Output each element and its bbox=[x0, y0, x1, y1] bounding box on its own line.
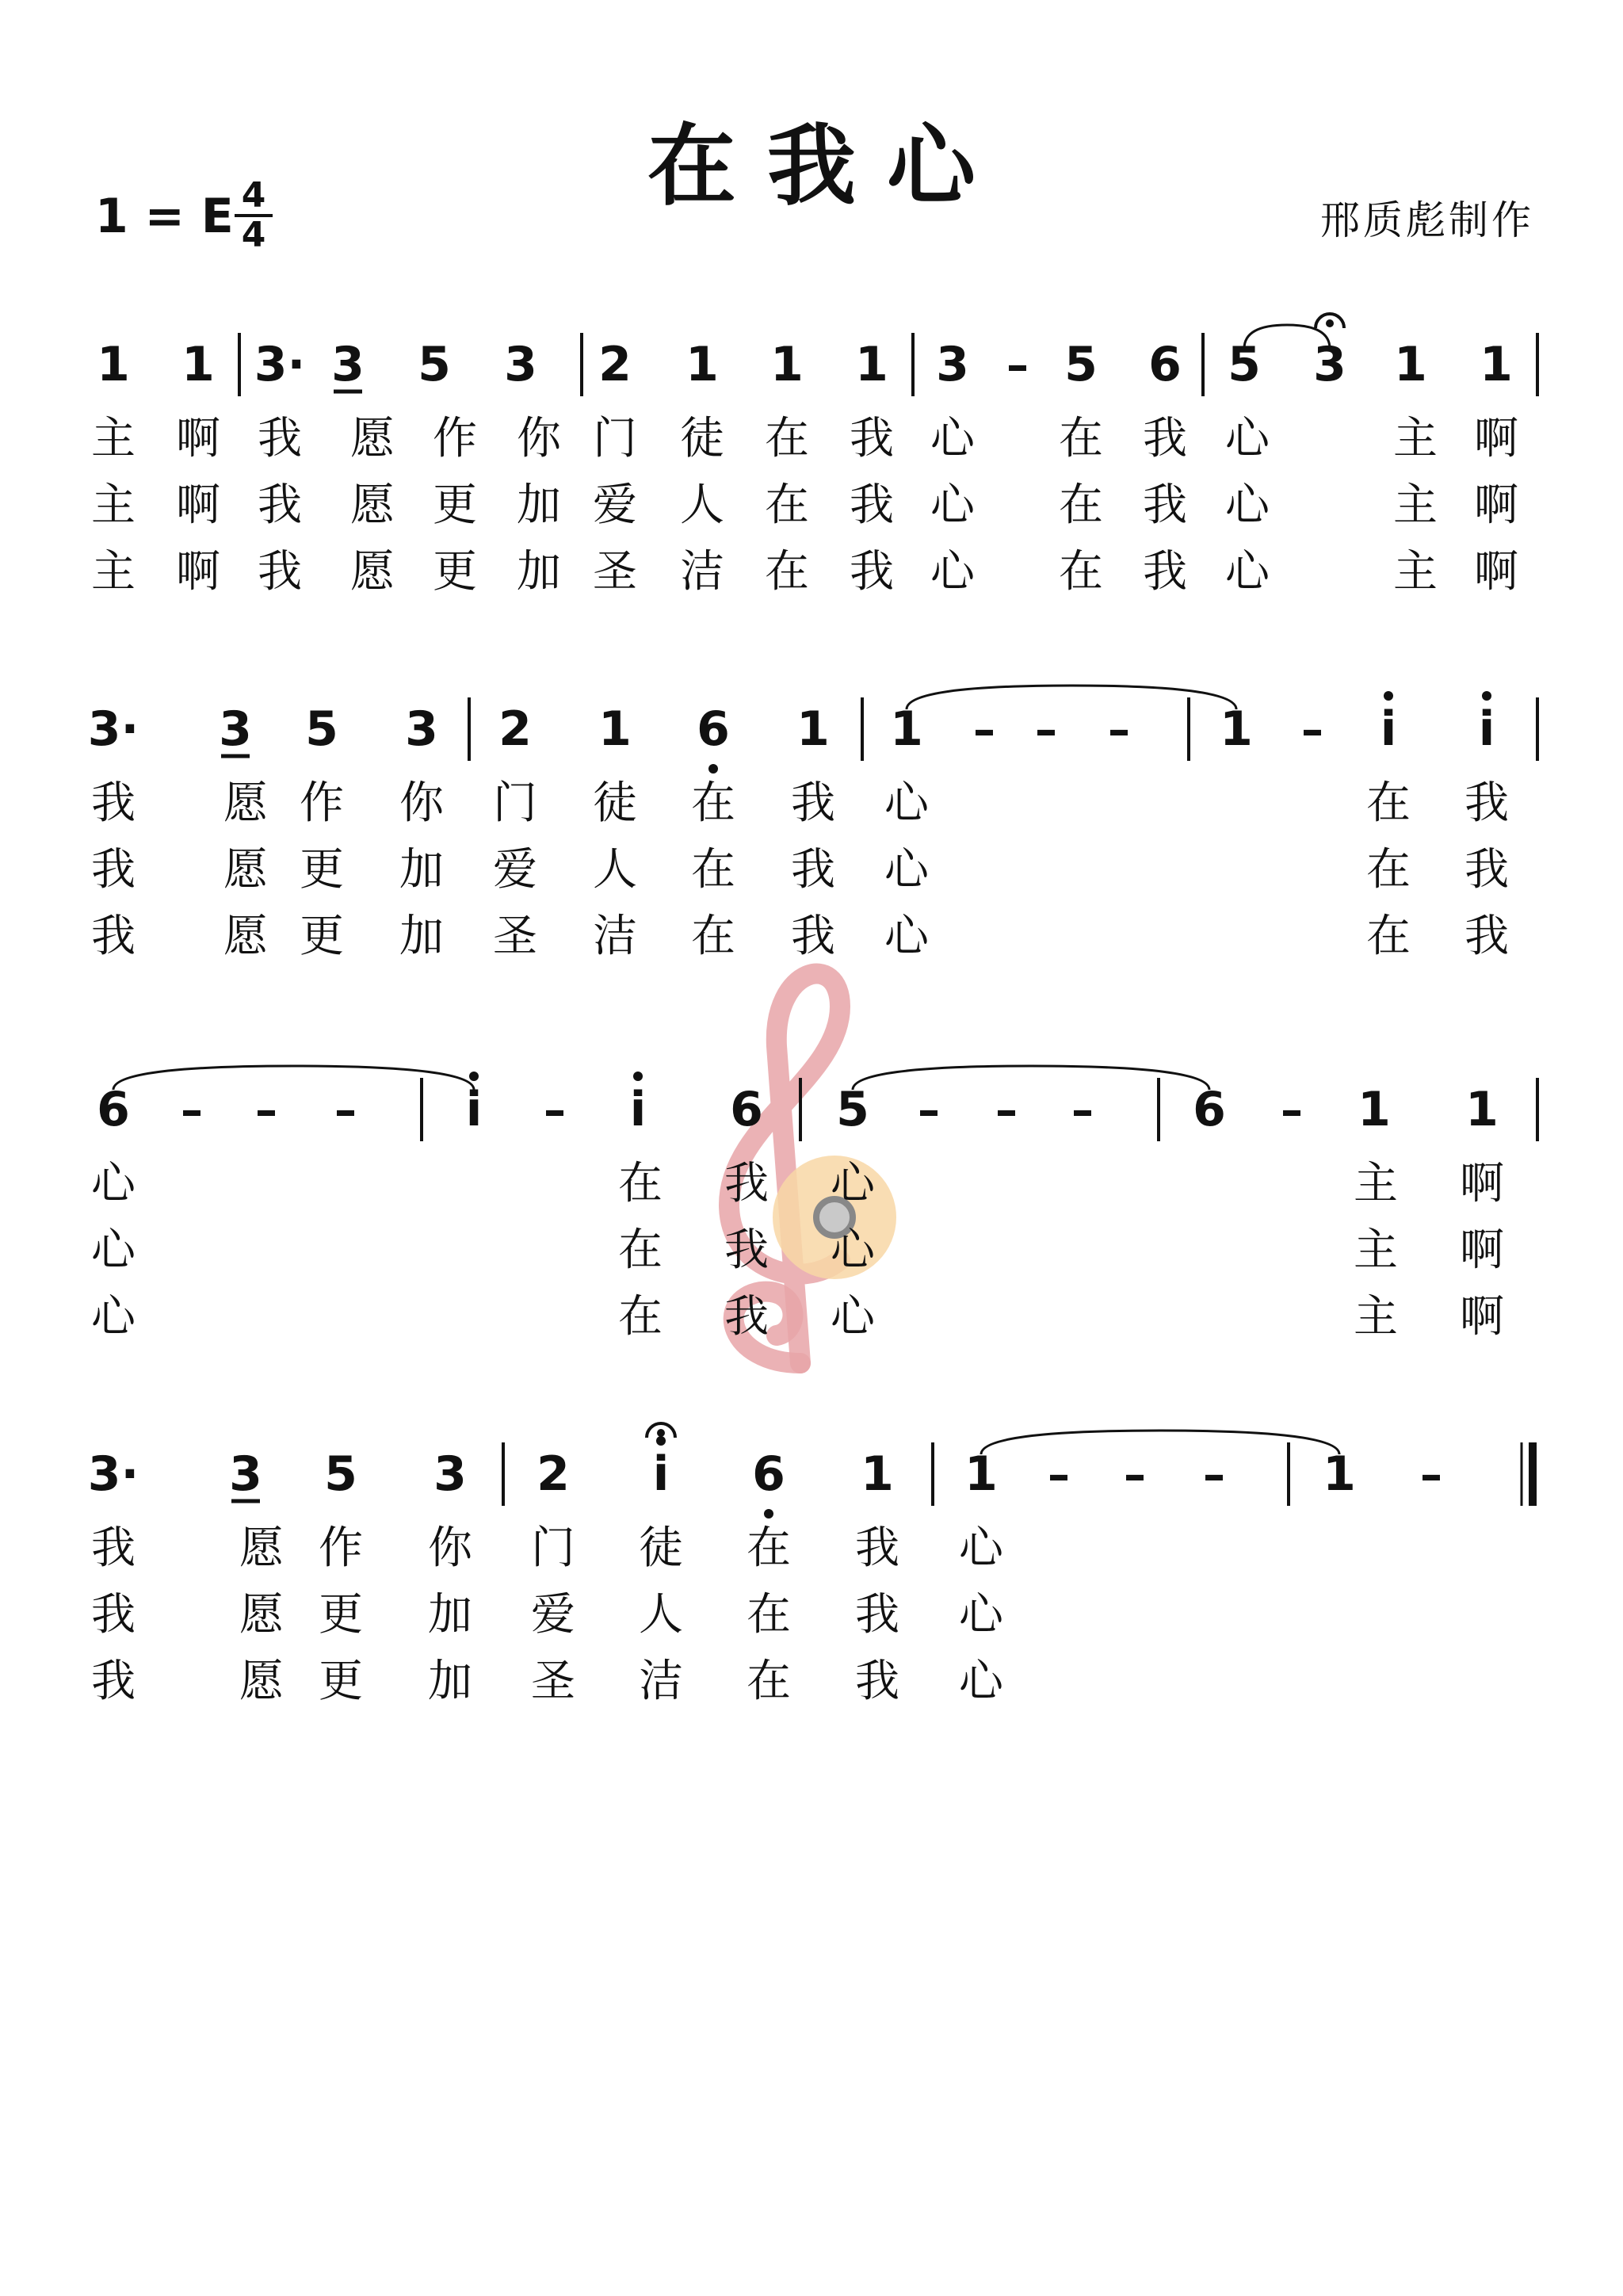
hold-dash: – bbox=[544, 1085, 566, 1137]
note: 1 bbox=[1358, 1082, 1391, 1137]
note: 6 bbox=[730, 1082, 763, 1137]
lyric-char: 门 bbox=[593, 413, 637, 464]
lyric-char: 加 bbox=[517, 479, 561, 531]
hold-dash: – bbox=[1124, 1450, 1146, 1501]
hold-dash: – bbox=[973, 705, 995, 756]
lyric-char: 愿 bbox=[223, 844, 268, 896]
note: 1 bbox=[770, 337, 804, 392]
high-octave-dot bbox=[656, 1436, 666, 1446]
note: 1 bbox=[861, 1446, 894, 1502]
lyric-char: 心 bbox=[1225, 413, 1270, 464]
arranger-credit: 邢质彪制作 bbox=[1320, 197, 1534, 243]
note: 3 bbox=[229, 1446, 262, 1502]
hold-dash: – bbox=[918, 1085, 940, 1137]
lyric-char: 心 bbox=[831, 1224, 875, 1276]
lyric-char: 加 bbox=[399, 911, 444, 962]
low-octave-dot bbox=[708, 764, 718, 774]
lyric-char: 我 bbox=[258, 546, 302, 598]
key-signature: 1 = E bbox=[95, 189, 234, 244]
lyric-char: 我 bbox=[724, 1158, 769, 1209]
lyric-char: 愿 bbox=[350, 546, 395, 598]
note: 5 bbox=[305, 701, 338, 757]
lyric-char: 主 bbox=[1354, 1224, 1398, 1276]
lyric-char: 我 bbox=[855, 1522, 899, 1574]
lyric-char: 心 bbox=[959, 1522, 1003, 1574]
lyric-char: 你 bbox=[517, 413, 561, 464]
lyric-char: 在 bbox=[765, 546, 809, 598]
lyric-char: 作 bbox=[319, 1522, 363, 1574]
lyric-char: 我 bbox=[1465, 911, 1509, 962]
lyric-char: 更 bbox=[319, 1589, 363, 1641]
note: 5 bbox=[418, 337, 451, 392]
lyric-char: 在 bbox=[1059, 479, 1103, 531]
hold-dash: – bbox=[1006, 340, 1029, 392]
lyric-char: 我 bbox=[855, 1589, 899, 1641]
lyric-char: 我 bbox=[91, 1522, 136, 1574]
lyric-char: 心 bbox=[831, 1291, 875, 1343]
note: 1 bbox=[1465, 1082, 1499, 1137]
high-octave-dot bbox=[1482, 691, 1491, 701]
lyric-char: 愿 bbox=[350, 413, 395, 464]
lyric-char: 作 bbox=[433, 413, 477, 464]
lyric-char: 啊 bbox=[1474, 413, 1518, 464]
note: 3· bbox=[87, 701, 139, 757]
lyric-char: 在 bbox=[1059, 413, 1103, 464]
lyric-char: 愿 bbox=[239, 1656, 284, 1707]
low-octave-dot bbox=[764, 1509, 773, 1519]
note: 2 bbox=[537, 1446, 570, 1502]
meter-bottom: 4 bbox=[241, 215, 266, 255]
lyric-char: 心 bbox=[91, 1291, 136, 1343]
note: 3 bbox=[405, 701, 438, 757]
note: i bbox=[629, 1082, 647, 1137]
lyric-char: 作 bbox=[300, 777, 344, 829]
hold-dash: – bbox=[1048, 1450, 1070, 1501]
lyric-char: 啊 bbox=[1474, 546, 1518, 598]
note: 3 bbox=[219, 701, 252, 757]
lyric-char: 我 bbox=[1143, 413, 1187, 464]
lyric-char: 啊 bbox=[176, 546, 220, 598]
hold-dash: – bbox=[334, 1085, 357, 1137]
lyric-char: 在 bbox=[765, 479, 809, 531]
lyric-char: 我 bbox=[1143, 479, 1187, 531]
note: 5 bbox=[1228, 337, 1261, 392]
lyric-char: 主 bbox=[1393, 413, 1438, 464]
lyric-char: 我 bbox=[791, 844, 835, 896]
lyric-char: 在 bbox=[691, 911, 735, 962]
hold-dash: – bbox=[181, 1085, 203, 1137]
lyric-char: 我 bbox=[855, 1656, 899, 1707]
lyric-char: 在 bbox=[618, 1224, 663, 1276]
note: 1 bbox=[685, 337, 719, 392]
lyric-char: 我 bbox=[1143, 546, 1187, 598]
lyric-char: 我 bbox=[91, 1656, 136, 1707]
lyric-char: 我 bbox=[850, 479, 894, 531]
note: 1 bbox=[1323, 1446, 1356, 1502]
lyric-char: 主 bbox=[91, 479, 136, 531]
lyric-char: 主 bbox=[1354, 1291, 1398, 1343]
fermata-dot bbox=[657, 1429, 665, 1437]
lyric-char: 我 bbox=[791, 777, 835, 829]
lyric-char: 啊 bbox=[1460, 1158, 1504, 1209]
note: 1 bbox=[855, 337, 888, 392]
lyric-char: 徒 bbox=[680, 413, 724, 464]
lyric-char: 更 bbox=[319, 1656, 363, 1707]
lyric-char: 加 bbox=[428, 1589, 472, 1641]
lyric-char: 啊 bbox=[1474, 479, 1518, 531]
lyric-char: 更 bbox=[300, 844, 344, 896]
lyric-char: 心 bbox=[959, 1656, 1003, 1707]
lyric-char: 我 bbox=[724, 1291, 769, 1343]
tie-slur bbox=[981, 1431, 1339, 1454]
lyric-char: 你 bbox=[428, 1522, 472, 1574]
note: 5 bbox=[836, 1082, 869, 1137]
lyric-char: 爱 bbox=[493, 844, 537, 896]
hold-dash: – bbox=[1281, 1085, 1303, 1137]
lyric-char: 洁 bbox=[639, 1656, 683, 1707]
lyric-char: 心 bbox=[884, 777, 929, 829]
lyric-char: 在 bbox=[747, 1656, 791, 1707]
lyric-char: 更 bbox=[433, 479, 477, 531]
lyric-char: 我 bbox=[850, 546, 894, 598]
lyric-char: 愿 bbox=[239, 1589, 284, 1641]
hold-dash: – bbox=[1108, 705, 1130, 756]
lyric-char: 心 bbox=[930, 413, 975, 464]
note: 6 bbox=[752, 1446, 785, 1502]
lyric-char: 更 bbox=[433, 546, 477, 598]
note: i bbox=[1380, 701, 1397, 757]
lyric-char: 在 bbox=[691, 777, 735, 829]
note: 1 bbox=[1480, 337, 1513, 392]
lyric-char: 在 bbox=[747, 1589, 791, 1641]
lyric-char: 我 bbox=[1465, 777, 1509, 829]
lyric-char: 主 bbox=[91, 546, 136, 598]
note: 3· bbox=[254, 337, 306, 392]
lyric-char: 更 bbox=[300, 911, 344, 962]
lyric-char: 主 bbox=[91, 413, 136, 464]
lyric-char: 加 bbox=[428, 1656, 472, 1707]
tie-slur bbox=[113, 1066, 474, 1090]
hold-dash: – bbox=[1420, 1450, 1442, 1501]
lyric-char: 主 bbox=[1393, 479, 1438, 531]
lyric-char: 我 bbox=[724, 1224, 769, 1276]
lyric-char: 在 bbox=[765, 413, 809, 464]
note: 5 bbox=[324, 1446, 357, 1502]
lyric-char: 心 bbox=[1225, 479, 1270, 531]
lyric-char: 徒 bbox=[639, 1522, 683, 1574]
hold-dash: – bbox=[1071, 1085, 1094, 1137]
hold-dash: – bbox=[1301, 705, 1323, 756]
lyric-char: 啊 bbox=[176, 413, 220, 464]
lyric-char: 加 bbox=[517, 546, 561, 598]
hold-dash: – bbox=[1035, 705, 1057, 756]
lyric-char: 圣 bbox=[593, 546, 637, 598]
tie-slur bbox=[853, 1066, 1209, 1090]
lyric-char: 圣 bbox=[531, 1656, 575, 1707]
lyric-char: 门 bbox=[531, 1522, 575, 1574]
lyric-char: 心 bbox=[884, 911, 929, 962]
lyric-char: 愿 bbox=[223, 911, 268, 962]
lyric-char: 心 bbox=[831, 1158, 875, 1209]
lyric-char: 洁 bbox=[680, 546, 724, 598]
lyric-char: 心 bbox=[884, 844, 929, 896]
lyric-char: 在 bbox=[1366, 777, 1411, 829]
lyric-char: 啊 bbox=[1460, 1224, 1504, 1276]
lyric-char: 我 bbox=[91, 777, 136, 829]
note: 3 bbox=[331, 337, 365, 392]
lyric-char: 在 bbox=[1366, 844, 1411, 896]
note: i bbox=[652, 1446, 670, 1502]
lyric-char: 主 bbox=[1393, 546, 1438, 598]
lyric-char: 我 bbox=[91, 1589, 136, 1641]
lyric-char: 我 bbox=[258, 479, 302, 531]
lyric-char: 洁 bbox=[593, 911, 637, 962]
lyric-char: 你 bbox=[399, 777, 444, 829]
lyric-char: 我 bbox=[91, 911, 136, 962]
hold-dash: – bbox=[995, 1085, 1018, 1137]
lyric-char: 门 bbox=[493, 777, 537, 829]
lyric-char: 我 bbox=[1465, 844, 1509, 896]
lyric-char: 加 bbox=[399, 844, 444, 896]
note: 5 bbox=[1064, 337, 1098, 392]
lyric-char: 在 bbox=[1059, 546, 1103, 598]
note: 1 bbox=[964, 1446, 998, 1502]
lyric-char: 愿 bbox=[223, 777, 268, 829]
lyric-char: 心 bbox=[91, 1224, 136, 1276]
lyric-char: 我 bbox=[791, 911, 835, 962]
note: 6 bbox=[697, 701, 730, 757]
note: 1 bbox=[181, 337, 215, 392]
lyric-char: 啊 bbox=[176, 479, 220, 531]
note: 6 bbox=[1148, 337, 1182, 392]
note: 3 bbox=[1313, 337, 1346, 392]
lyric-char: 心 bbox=[930, 479, 975, 531]
lyric-char: 人 bbox=[639, 1589, 683, 1641]
hold-dash: – bbox=[255, 1085, 277, 1137]
note: 1 bbox=[1394, 337, 1427, 392]
note: 1 bbox=[796, 701, 830, 757]
lyric-char: 我 bbox=[850, 413, 894, 464]
note: i bbox=[1478, 701, 1495, 757]
lyric-char: 心 bbox=[959, 1589, 1003, 1641]
lyric-char: 我 bbox=[258, 413, 302, 464]
lyric-char: 人 bbox=[680, 479, 724, 531]
note: 3 bbox=[936, 337, 969, 392]
note: 3· bbox=[87, 1446, 139, 1502]
hold-dash: – bbox=[1203, 1450, 1225, 1501]
lyric-char: 愿 bbox=[350, 479, 395, 531]
lyric-char: 爱 bbox=[593, 479, 637, 531]
note: 2 bbox=[498, 701, 532, 757]
note: 1 bbox=[1220, 701, 1253, 757]
note: 6 bbox=[97, 1082, 130, 1137]
song-title: 在 我 心 bbox=[647, 114, 976, 218]
note: 3 bbox=[504, 337, 537, 392]
lyric-char: 啊 bbox=[1460, 1291, 1504, 1343]
note: 1 bbox=[598, 701, 632, 757]
tie-slur bbox=[907, 686, 1236, 709]
lyric-char: 徒 bbox=[593, 777, 637, 829]
lyric-char: 愿 bbox=[239, 1522, 284, 1574]
lyric-char: 在 bbox=[1366, 911, 1411, 962]
note: 3 bbox=[433, 1446, 467, 1502]
note: i bbox=[465, 1082, 483, 1137]
lyric-char: 人 bbox=[593, 844, 637, 896]
lyric-char: 主 bbox=[1354, 1158, 1398, 1209]
lyric-char: 爱 bbox=[531, 1589, 575, 1641]
note: 1 bbox=[890, 701, 923, 757]
lyric-char: 心 bbox=[91, 1158, 136, 1209]
note: 6 bbox=[1193, 1082, 1226, 1137]
lyric-char: 圣 bbox=[493, 911, 537, 962]
lyric-char: 在 bbox=[747, 1522, 791, 1574]
lyric-char: 在 bbox=[691, 844, 735, 896]
high-octave-dot bbox=[469, 1072, 479, 1081]
meter-top: 4 bbox=[241, 175, 266, 216]
lyric-char: 心 bbox=[930, 546, 975, 598]
lyric-char: 心 bbox=[1225, 546, 1270, 598]
note: 2 bbox=[598, 337, 632, 392]
note: 1 bbox=[97, 337, 130, 392]
high-octave-dot bbox=[1384, 691, 1393, 701]
high-octave-dot bbox=[633, 1072, 643, 1081]
lyric-char: 我 bbox=[91, 844, 136, 896]
lyric-char: 在 bbox=[618, 1158, 663, 1209]
fermata-dot bbox=[1326, 319, 1334, 327]
lyric-char: 在 bbox=[618, 1291, 663, 1343]
